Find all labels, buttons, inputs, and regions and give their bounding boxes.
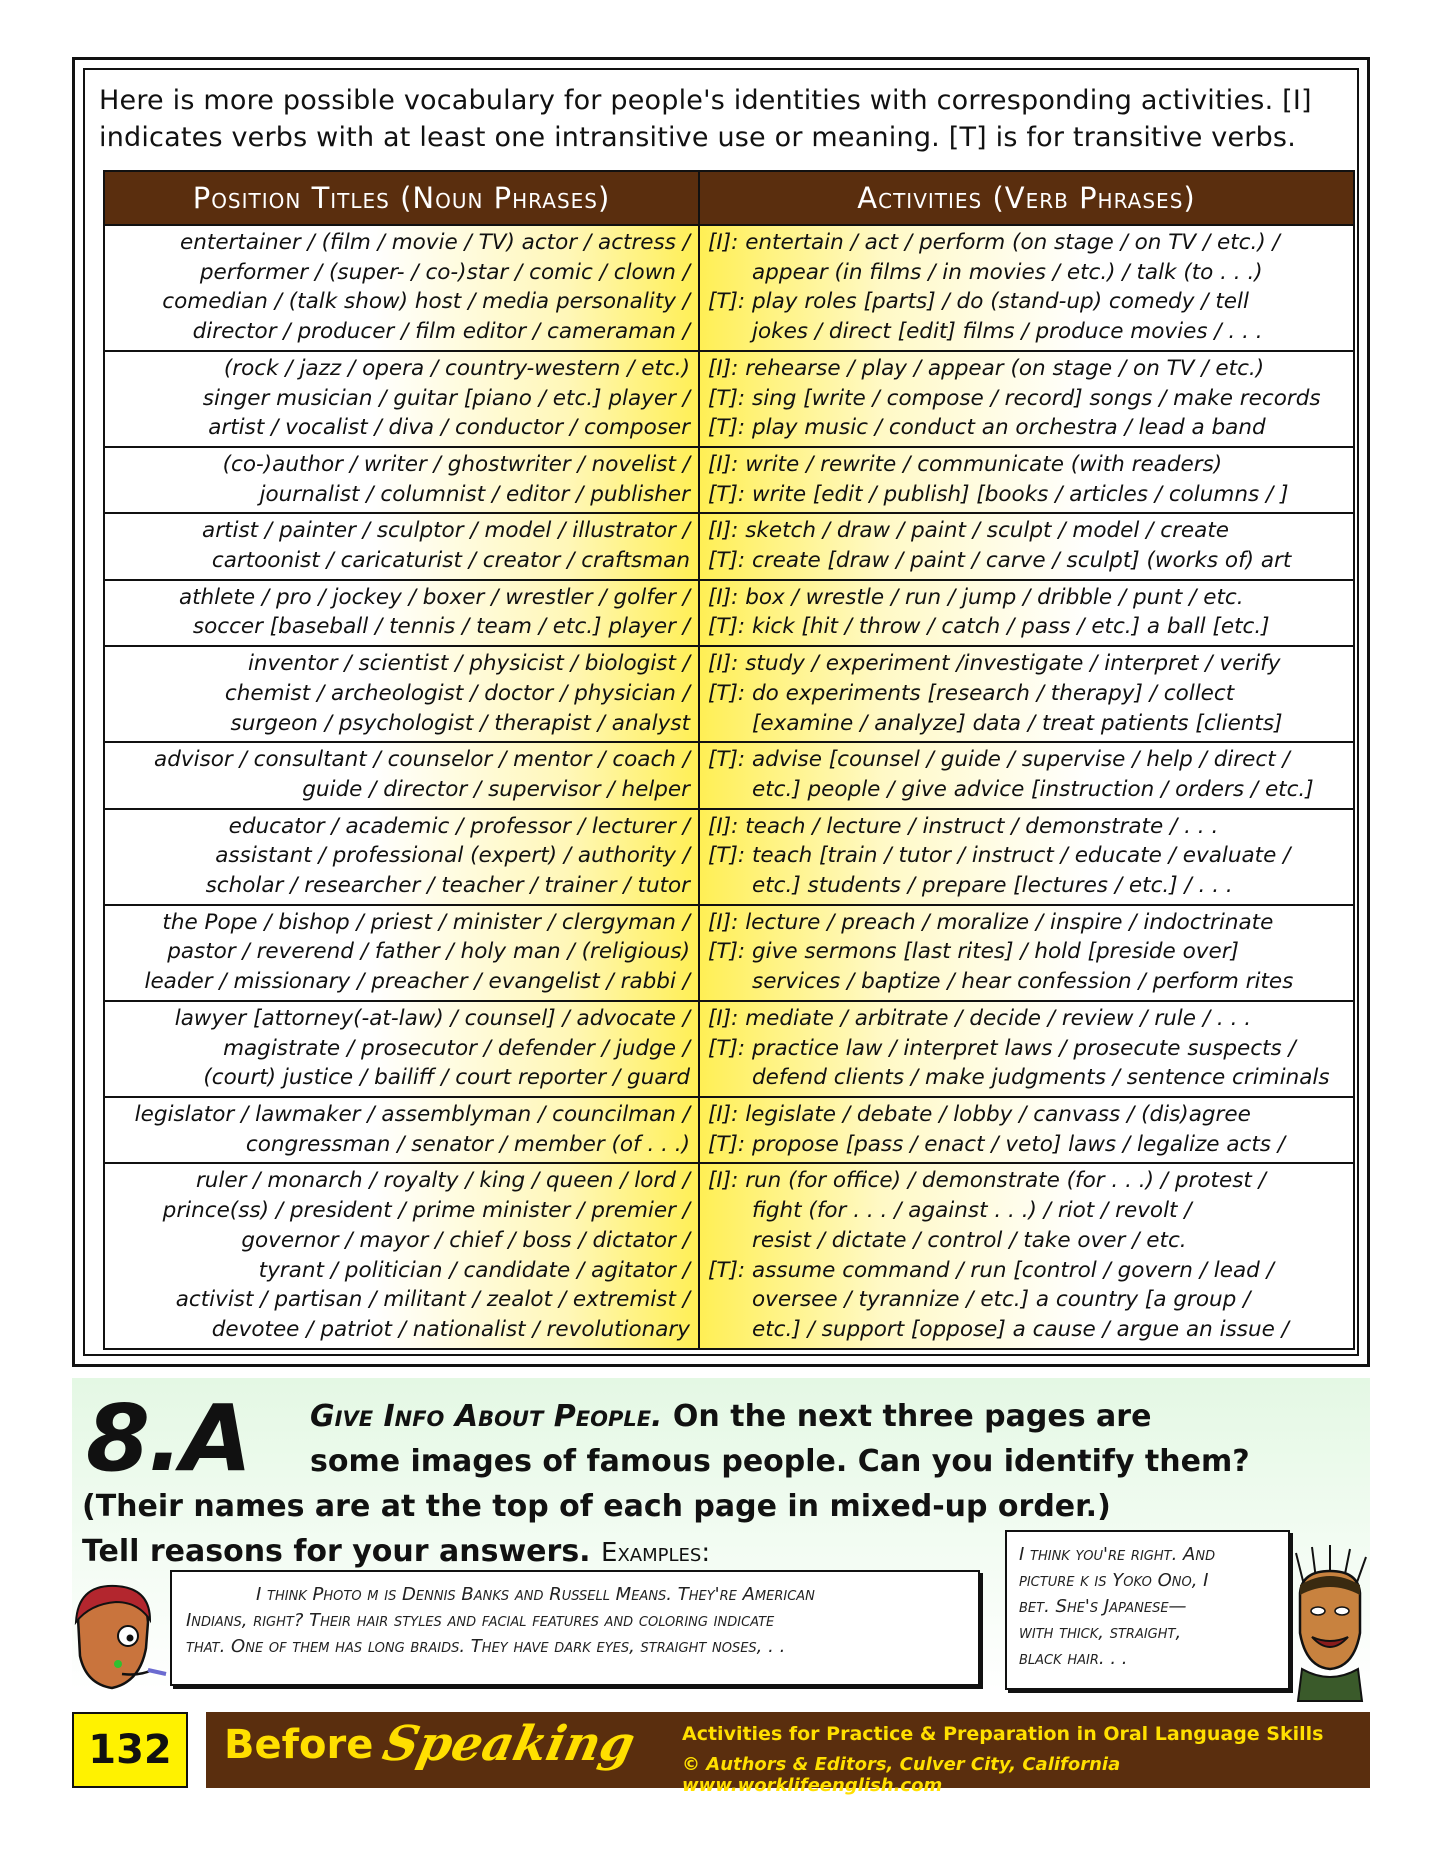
position-title-line: pastor / reverend / father / holy man / (religious) bbox=[167, 939, 690, 965]
position-title-line: (rock / jazz / opera / country-western / etc.) bbox=[223, 355, 690, 381]
activities-cell bbox=[699, 351, 1354, 447]
position-title-line: director / producer / film editor / cameraman / bbox=[192, 319, 690, 345]
bubble-left-line-2: Indians, right? Their hair styles and facial features and coloring indicate bbox=[186, 1610, 775, 1631]
position-title-line: (co-)author / writer / ghostwriter / novelist / bbox=[222, 451, 690, 477]
activities-cell bbox=[699, 809, 1354, 905]
position-title-line: devotee / patriot / nationalist / revolutionary bbox=[211, 1316, 690, 1342]
page-number: 132 bbox=[72, 1712, 188, 1788]
position-title-line: congressman / senator / member (of . . .) bbox=[245, 1131, 690, 1157]
activity-line: [I]: run (for office) / demonstrate (for . . .) / protest / bbox=[708, 1168, 1266, 1194]
position-title-line: assistant / professional (expert) / authority / bbox=[215, 843, 690, 869]
activity-line: [T]: kick [hit / throw / catch / pass / etc.] a ball [etc.] bbox=[708, 614, 1270, 640]
activities-cell bbox=[699, 1001, 1354, 1097]
position-title-line: leader / missionary / preacher / evangelist / rabbi / bbox=[144, 969, 690, 995]
position-titles-cell bbox=[104, 646, 699, 742]
activity-line: [T]: practice law / interpret laws / prosecute suspects / bbox=[708, 1035, 1296, 1061]
activity-line: [T]: advise [counsel / guide / supervise / help / direct / bbox=[708, 747, 1290, 773]
activity-line: [I]: entertain / act / perform (on stage / on TV / etc.) / bbox=[708, 230, 1280, 255]
activity-line: defend clients / make judgments / sentence criminals bbox=[752, 1065, 1330, 1091]
footer-copyright: © Authors & Editors, Culver City, California www.worklifeenglish.com bbox=[682, 1754, 1121, 1796]
position-title-line: lawyer [attorney(-at-law) / counsel] / advocate / bbox=[174, 1005, 690, 1031]
position-title-line: legislator / lawmaker / assemblyman / councilman / bbox=[134, 1101, 690, 1127]
exercise-heading: Give Info About People. bbox=[310, 1399, 663, 1434]
activities-cell bbox=[699, 580, 1354, 646]
position-title-line: activist / partisan / militant / zealot / extremist / bbox=[175, 1287, 690, 1313]
activity-line: [I]: sketch / draw / paint / sculpt / model / create bbox=[708, 518, 1229, 544]
bubble-left-line-3: that. One of them has long braids. They have dark eyes, straight noses, . . bbox=[186, 1636, 786, 1657]
position-title-line: ruler / monarch / royalty / king / queen / lord / bbox=[195, 1168, 690, 1194]
position-title-line: tyrant / politician / candidate / agitator / bbox=[258, 1257, 690, 1283]
position-titles-cell bbox=[104, 1097, 699, 1163]
position-title-line: magistrate / prosecutor / defender / judge / bbox=[223, 1035, 690, 1061]
activity-line: [I]: lecture / preach / moralize / inspire / indoctrinate bbox=[708, 909, 1274, 935]
activity-line: [T]: sing [write / compose / record] songs / make records bbox=[708, 385, 1321, 411]
examples-label: Examples: bbox=[601, 1538, 711, 1568]
position-title-line: artist / painter / sculptor / model / illustrator / bbox=[202, 518, 690, 544]
table-row bbox=[104, 447, 1354, 513]
position-title-line: surgeon / psychologist / therapist / analyst bbox=[230, 710, 690, 736]
position-title-line: inventor / scientist / physicist / biologist / bbox=[247, 651, 690, 677]
activities-cell bbox=[699, 447, 1354, 513]
position-titles-cell bbox=[104, 1001, 699, 1097]
vocabulary-table bbox=[103, 170, 1355, 1350]
activity-line: [T]: give sermons [last rites] / hold [preside over] bbox=[708, 939, 1239, 965]
bubble-right-line-4: with thick, straight, bbox=[1019, 1622, 1182, 1643]
intro-line-1: Here is more possible vocabulary for people's identities with corresponding activities. [I] bbox=[99, 85, 1312, 116]
position-titles-cell bbox=[104, 580, 699, 646]
activity-line: [I]: rehearse / play / appear (on stage / on TV / etc.) bbox=[708, 355, 1265, 381]
table-row bbox=[104, 646, 1354, 742]
position-title-line: comedian / (talk show) host / media personality / bbox=[162, 289, 690, 315]
exercise-line-4 bbox=[82, 1530, 710, 1575]
table-row bbox=[104, 225, 1354, 351]
position-title-line: educator / academic / professor / lecturer / bbox=[228, 813, 690, 839]
position-title-line: performer / (super- / co-)star / comic / clown / bbox=[199, 259, 690, 285]
position-title-line: artist / vocalist / diva / conductor / composer bbox=[208, 415, 690, 441]
table-row bbox=[104, 1001, 1354, 1097]
column-header-activities: Activities (Verb Phrases) bbox=[699, 171, 1354, 225]
position-title-line: guide / director / supervisor / helper bbox=[302, 776, 690, 802]
activities-cell bbox=[699, 905, 1354, 1001]
position-title-line: the Pope / bishop / priest / minister / clergyman / bbox=[162, 909, 690, 935]
table-row bbox=[104, 905, 1354, 1001]
activity-line: [I]: mediate / arbitrate / decide / review / rule / . . . bbox=[708, 1005, 1252, 1031]
position-title-line: scholar / researcher / teacher / trainer / tutor bbox=[205, 873, 690, 899]
position-title-line: soccer [baseball / tennis / team / etc.] player / bbox=[192, 614, 690, 640]
activity-line: [I]: study / experiment /investigate / interpret / verify bbox=[708, 651, 1281, 677]
activity-line: [T]: teach [train / tutor / instruct / educate / evaluate / bbox=[708, 843, 1291, 869]
footer-tagline: Activities for Practice & Preparation in Oral Language Skills bbox=[682, 1723, 1324, 1745]
activity-line: jokes / direct [edit] films / produce movies / . . . bbox=[752, 319, 1263, 345]
activity-line: [T]: do experiments [research / therapy] / collect bbox=[708, 680, 1235, 706]
position-title-line: entertainer / (film / movie / TV) actor / actress / bbox=[180, 230, 690, 255]
activity-line: etc.] / support [oppose] a cause / argue an issue / bbox=[752, 1316, 1289, 1342]
position-titles-cell bbox=[104, 225, 699, 351]
speech-bubble-right bbox=[1005, 1530, 1290, 1690]
activity-line: oversee / tyrannize / etc.] a country [a group / bbox=[752, 1287, 1251, 1313]
position-titles-cell bbox=[104, 905, 699, 1001]
position-title-line: cartoonist / caricaturist / creator / craftsman bbox=[211, 548, 690, 574]
activities-cell bbox=[699, 1097, 1354, 1163]
bubble-right-line-2: picture k is Yoko Ono, I bbox=[1019, 1570, 1209, 1591]
intro-line-2: indicates verbs with at least one intransitive use or meaning. [T] is for transitive verbs. bbox=[99, 122, 1296, 153]
activities-cell bbox=[699, 646, 1354, 742]
speaker-avatar-right bbox=[1290, 1545, 1370, 1705]
activities-cell bbox=[699, 225, 1354, 351]
exercise-line-2: some images of famous people. Can you identify them? bbox=[310, 1444, 1250, 1479]
column-header-position-titles: Position Titles (Noun Phrases) bbox=[104, 171, 699, 225]
activity-line: resist / dictate / control / take over / etc. bbox=[752, 1227, 1187, 1253]
activity-line: services / baptize / hear confession / perform rites bbox=[752, 969, 1294, 995]
position-title-line: advisor / consultant / counselor / mentor / coach / bbox=[154, 747, 690, 773]
position-titles-cell bbox=[104, 809, 699, 905]
activities-cell bbox=[699, 1163, 1354, 1348]
position-title-line: singer musician / guitar [piano / etc.] player / bbox=[202, 385, 690, 411]
position-title-line: athlete / pro / jockey / boxer / wrestler / golfer / bbox=[178, 584, 690, 610]
vocabulary-frame bbox=[72, 57, 1370, 1367]
position-title-line: (court) justice / bailiff / court reporter / guard bbox=[203, 1065, 690, 1091]
position-title-line: prince(ss) / president / prime minister / premier / bbox=[162, 1198, 690, 1224]
activity-line: [T]: play roles [parts] / do (stand-up) comedy / tell bbox=[708, 289, 1249, 315]
bubble-right-line-3: bet. She's Japanese— bbox=[1019, 1596, 1187, 1617]
activity-line: [T]: assume command / run [control / govern / lead / bbox=[708, 1257, 1274, 1283]
activity-line: [I]: write / rewrite / communicate (with readers) bbox=[708, 451, 1223, 477]
table-row bbox=[104, 513, 1354, 579]
exercise-line-1-rest: On the next three pages are bbox=[672, 1399, 1152, 1434]
speech-bubble-left bbox=[170, 1570, 980, 1686]
footer-banner bbox=[206, 1712, 1370, 1796]
activity-line: [T]: write [edit / publish] [books / articles / columns / ] bbox=[708, 481, 1289, 507]
activity-line: etc.] students / prepare [lectures / etc.] / . . . bbox=[752, 873, 1233, 899]
vocabulary-table-body bbox=[104, 225, 1354, 1349]
activity-line: [I]: teach / lecture / instruct / demonstrate / . . . bbox=[708, 813, 1219, 839]
activity-line: [T]: propose [pass / enact / veto] laws / legalize acts / bbox=[708, 1131, 1286, 1157]
position-title-line: governor / mayor / chief / boss / dictator / bbox=[241, 1227, 690, 1253]
brand-speaking-logo: Speaking bbox=[378, 1716, 640, 1772]
exercise-number: 8.A bbox=[86, 1385, 251, 1492]
table-row bbox=[104, 809, 1354, 905]
activity-line: etc.] people / give advice [instruction / orders / etc.] bbox=[752, 776, 1314, 802]
table-row bbox=[104, 351, 1354, 447]
activity-line: appear (in films / in movies / etc.) / talk (to . . .) bbox=[752, 259, 1263, 285]
bubble-right-line-1: I think you're right. And bbox=[1019, 1544, 1216, 1565]
brand-before: Before bbox=[224, 1722, 374, 1768]
position-titles-cell bbox=[104, 351, 699, 447]
speaker-avatar-left bbox=[60, 1578, 170, 1708]
activities-cell bbox=[699, 513, 1354, 579]
activity-line: [examine / analyze] data / treat patients [clients] bbox=[752, 710, 1283, 736]
table-row bbox=[104, 742, 1354, 808]
table-row bbox=[104, 580, 1354, 646]
bubble-right-line-5: black hair. . . bbox=[1019, 1648, 1128, 1669]
activity-line: [I]: legislate / debate / lobby / canvass / (dis)agree bbox=[708, 1101, 1251, 1127]
position-titles-cell bbox=[104, 742, 699, 808]
activity-line: [I]: box / wrestle / run / jump / dribble / punt / etc. bbox=[708, 584, 1244, 610]
activity-line: [T]: create [draw / paint / carve / sculpt] (works of) art bbox=[708, 548, 1292, 574]
activities-cell bbox=[699, 742, 1354, 808]
table-row bbox=[104, 1097, 1354, 1163]
position-title-line: chemist / archeologist / doctor / physician / bbox=[224, 680, 690, 706]
position-titles-cell bbox=[104, 1163, 699, 1348]
activity-line: [T]: play music / conduct an orchestra / lead a band bbox=[708, 415, 1266, 441]
bubble-left-line-1: I think Photo m is Dennis Banks and Russell Means. They're American bbox=[256, 1584, 815, 1605]
position-titles-cell bbox=[104, 513, 699, 579]
position-title-line: journalist / columnist / editor / publisher bbox=[259, 481, 690, 507]
position-titles-cell bbox=[104, 447, 699, 513]
exercise-line-3: (Their names are at the top of each page in mixed-up order.) bbox=[82, 1489, 1111, 1524]
table-row bbox=[104, 1163, 1354, 1348]
exercise-instruction: Tell reasons for your answers. bbox=[82, 1534, 591, 1569]
intro-text bbox=[99, 82, 1359, 156]
table-header-row bbox=[104, 171, 1354, 225]
exercise-line-1 bbox=[310, 1395, 1151, 1439]
activity-line: fight (for . . . / against . . .) / riot / revolt / bbox=[752, 1198, 1192, 1224]
